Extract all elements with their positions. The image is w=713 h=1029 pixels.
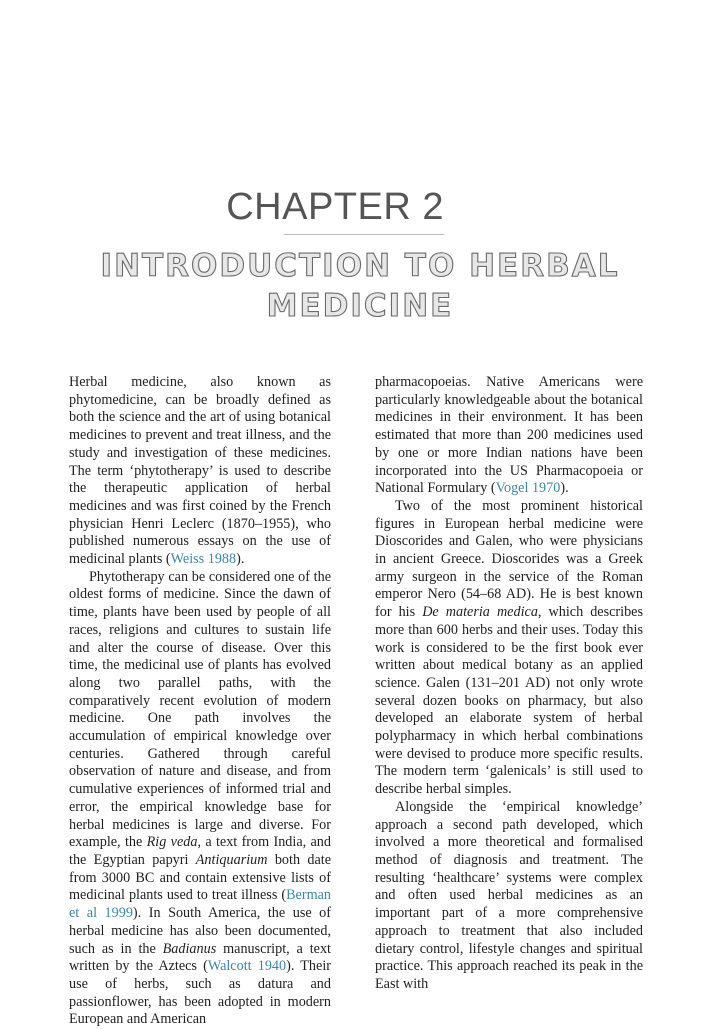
chapter-label: CHAPTER 2 — [226, 186, 444, 228]
left-column — [69, 374, 331, 1029]
italic-title: De materia medica — [422, 604, 538, 621]
italic-title: Rig veda — [146, 834, 198, 851]
chapter-title: INTRODUCTION TO HERBAL MEDICINE — [100, 248, 620, 324]
chapter-header — [117, 188, 604, 226]
paragraph-intro: Herbal medicine, also known as phytomedicine, can be broadly defined as both the science and the art of using botanical medicines to prevent and treat illness, and the study and investigation of these medicines. The term ‘phytotherapy’ is used to describe the therapeutic application of herbal medicines and was first coined by the French physician Henri Leclerc (1870–1955), who published numerous essays on the use of medicinal plants (Weiss 1988). — [69, 374, 331, 568]
italic-title: Badianus — [162, 940, 217, 957]
citation-link[interactable]: Weiss 1988 — [170, 551, 237, 568]
right-column — [375, 374, 643, 994]
citation-link[interactable]: Vogel 1970 — [495, 480, 561, 497]
citation-link[interactable]: Walcott 1940 — [207, 958, 287, 975]
chapter-divider — [284, 234, 444, 235]
paragraph-second-path: Alongside the ‘empirical knowledge’ approach a second path developed, which involved a more theoretical and formalised method of diagnosis and treatment. The resulting ‘healthcare’ systems were complex and often used herbal medicines as an important part of a more comprehensive approach to treatment that also included dietary control, lifestyle changes and spiritual practice. This approach reached its peak in the East with — [375, 798, 643, 992]
paragraph-pharmacopoeias: pharmacopoeias. Native Americans were particularly knowledgeable about the botanical medicines in their environment. It has been estimated that more than 200 medicines used by one or more Indian nations have been incorporated into the US Pharmacopoeia or National Formulary (Vogel 1970). — [375, 374, 643, 497]
paragraph-phytotherapy: Phytotherapy can be considered one of the oldest forms of medicine. Since the dawn of time, plants have been used by people of all races, religions and cultures to sustain life and alter the course of disease. Over this time, the medicinal use of plants has evolved along two parallel paths, with the comparatively recent evolution of modern medicine. One path involves the accumulation of empirical knowledge over centuries. Gathered through careful observation of nature and disease, and from cumulative experiences of informed trial and error, the empirical knowledge base for herbal medicines is large and diverse. For example, the Rig veda, a text from India, and the Egyptian papyri Antiquarium both date from 3000 BC and contain extensive lists of medicinal plants used to treat illness (Berman et al 1999). In South America, the use of herbal medicine has also been documented, such as in the Badianus manuscript, a text written by the Aztecs (Walcott 1940). Their use of herbs, such as datura and passionflower, has been adopted in modern European and American — [69, 568, 331, 1028]
citation-link[interactable]: Berman et al 1999 — [69, 887, 331, 922]
paragraph-historical-figures: Two of the most prominent historical figures in European herbal medicine were Dioscorides and Galen, who were physicians in ancient Greece. Dioscorides was a Greek army surgeon in the service of the Roman emperor Nero (54–68 AD). He is best known for his De materia medica, which describes more than 600 herbs and their uses. Today this work is considered to be the first book ever written about medical botany as an applied science. Galen (131–201 AD) not only wrote several dozen books on pharmacy, but also developed an elaborate system of herbal polypharmacy in which herbal combinations were devised to produce more specific results. The modern term ‘galenicals’ is still used to describe herbal simples. — [375, 497, 644, 798]
italic-title: Antiquarium — [195, 851, 268, 868]
